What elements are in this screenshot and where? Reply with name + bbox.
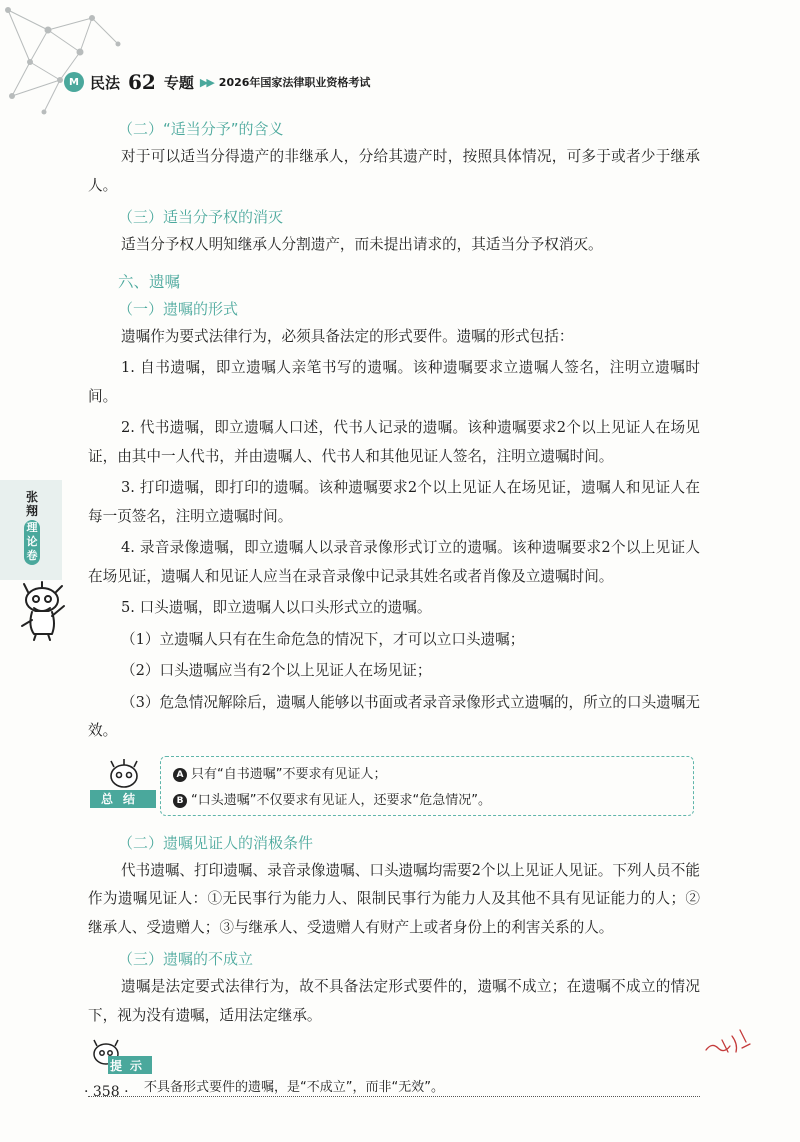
tip-box [88, 1038, 700, 1098]
double-arrow-icon: ▶▶ [199, 75, 213, 89]
badge-b-icon: B [173, 794, 187, 808]
summary-dashed-frame [160, 756, 694, 816]
header-subtitle: 2026年国家法律职业资格考试 [218, 76, 371, 89]
summary-box [88, 756, 700, 822]
paragraph: （2）口头遗嘱应当有2个以上见证人在场见证； [121, 662, 432, 679]
paragraph: 3. 打印遗嘱，即打印的遗嘱。该种遗嘱要求2个以上见证人在场见证，遗嘱人和见证人在每一页签名，注明立遗嘱时间。 [88, 479, 700, 525]
section-heading: （二）遗嘱见证人的消极条件 [118, 833, 314, 852]
handwritten-note-icon [702, 1022, 754, 1062]
paragraph: （1）立遗嘱人只有在生命危急的情况下，才可以立口头遗嘱； [121, 630, 525, 648]
tip-dotted-divider [88, 1096, 700, 1097]
paragraph: 5. 口头遗嘱，即立遗嘱人以口头形式立的遗嘱。 [121, 599, 432, 616]
tip-text: 不具备形式要件的遗嘱，是“不成立”，而非“无效”。 [144, 1080, 444, 1095]
page-number: · 358 · [84, 1084, 129, 1100]
badge-a-icon: A [173, 768, 187, 782]
section-heading: （一）遗嘱的形式 [118, 299, 239, 318]
header-number: 62 [128, 70, 156, 94]
main-content [88, 112, 700, 1098]
section-heading: （二）“适当分予”的含义 [118, 120, 284, 138]
mascot-icon [18, 580, 70, 642]
network-decoration-icon [0, 0, 130, 120]
header-topic: 专题 [163, 73, 194, 92]
paragraph: 遗嘱是法定要式法律行为，故不具备法定形式要件的，遗嘱不成立；在遗嘱不成立的情况下，视为没有遗嘱，适用法定继承。 [88, 978, 700, 1024]
summary-item: A 只有“自书遗嘱”不要求有见证人； [173, 763, 386, 782]
side-author-name: 张翔 [25, 490, 38, 518]
summary-item: B “口头遗嘱”不仅要求有见证人，还要求“危急情况”。 [173, 789, 491, 808]
paragraph: 1. 自书遗嘱，即立遗嘱人亲笔书写的遗嘱。该种遗嘱要求立遗嘱人签名，注明立遗嘱时间。 [88, 359, 700, 405]
header-title: 民法 [90, 73, 121, 92]
summary-label: 总结 [90, 790, 156, 808]
book-logo-icon: M [64, 72, 84, 92]
paragraph: 代书遗嘱、打印遗嘱、录音录像遗嘱、口头遗嘱均需要2个以上见证人见证。下列人员不能作为遗嘱见证人：①无民事行为能力人、限制民事行为能力人及其他不具有见证能力的人；②继承人、受遗赠人；③与继承人、受遗赠人有财产上或者身份上的利害关系的人。 [88, 861, 700, 936]
page-header [64, 70, 370, 94]
chapter-heading: 六、遗嘱 [118, 272, 181, 291]
paragraph: 适当分予权人明知继承人分割遗产，而未提出请求的，其适当分予权消灭。 [121, 236, 603, 253]
paragraph: （3）危急情况解除后，遗嘱人能够以书面或者录音录像形式立遗嘱的，所立的口头遗嘱无效。 [88, 693, 700, 739]
thinking-face-icon [106, 758, 142, 790]
paragraph: 4. 录音录像遗嘱，即立遗嘱人以录音录像形式订立的遗嘱。该种遗嘱要求2个以上见证人在场见证，遗嘱人和见证人应当在录音录像中记录其姓名或者肖像及立遗嘱时间。 [88, 539, 700, 585]
paragraph: 遗嘱作为要式法律行为，必须具备法定的形式要件。遗嘱的形式包括： [121, 327, 574, 345]
side-volume-pill: 理论卷 [24, 520, 40, 565]
tip-label: 提示 [108, 1056, 152, 1074]
paragraph: 对于可以适当分得遗产的非继承人，分给其遗产时，按照具体情况，可多于或者少于继承人。 [88, 148, 700, 194]
section-heading: （三）遗嘱的不成立 [118, 950, 254, 968]
section-heading: （三）适当分予权的消灭 [118, 208, 284, 226]
paragraph: 2. 代书遗嘱，即立遗嘱人口述，代书人记录的遗嘱。该种遗嘱要求2个以上见证人在场见证，由其中一人代书，并由遗嘱人、代书人和其他见证人签名，注明立遗嘱时间。 [88, 419, 700, 465]
